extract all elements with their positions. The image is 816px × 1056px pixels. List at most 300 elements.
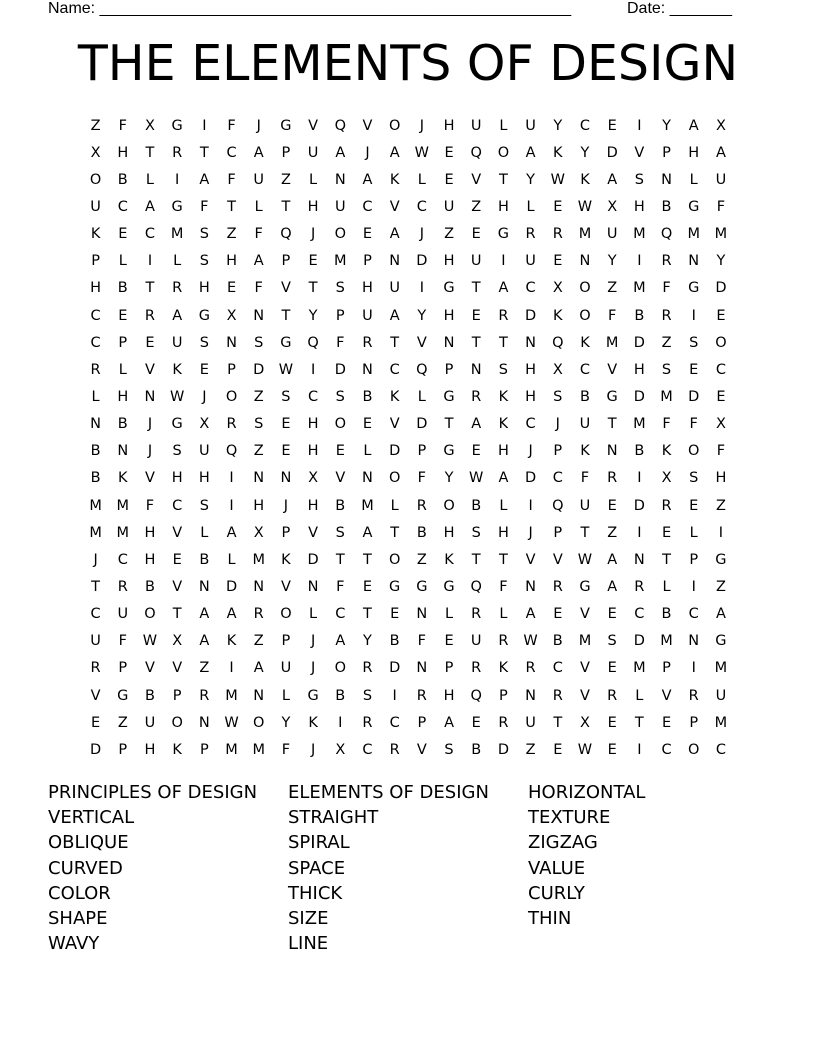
grid-letter: K bbox=[580, 443, 590, 460]
grid-letter: T bbox=[145, 280, 155, 297]
grid-letter: P bbox=[281, 524, 291, 541]
grid-letter: S bbox=[607, 633, 617, 650]
grid-letter: O bbox=[280, 606, 292, 623]
grid-letter: D bbox=[633, 497, 645, 514]
date-label: Date: bbox=[627, 0, 666, 17]
grid-letter: C bbox=[335, 606, 346, 623]
grid-letter: M bbox=[633, 280, 646, 297]
grid-letter: E bbox=[661, 714, 672, 731]
word-list bbox=[48, 780, 768, 956]
grid-letter: Q bbox=[307, 334, 319, 351]
grid-letter: M bbox=[252, 741, 265, 758]
word-list-item: COLOR bbox=[48, 882, 111, 904]
grid-letter: J bbox=[555, 416, 560, 433]
grid-letter: M bbox=[225, 687, 238, 704]
grid-letter: M bbox=[633, 226, 646, 243]
grid-letter: C bbox=[117, 198, 128, 215]
grid-letter: N bbox=[416, 606, 428, 623]
grid-letter: A bbox=[226, 606, 237, 623]
grid-letter: F bbox=[200, 198, 209, 215]
grid-letter: O bbox=[497, 144, 510, 161]
grid-letter: D bbox=[525, 470, 537, 487]
grid-letter: P bbox=[662, 144, 671, 161]
grid-letter: D bbox=[225, 578, 238, 595]
grid-letter: U bbox=[144, 714, 156, 731]
grid-letter: A bbox=[471, 416, 482, 433]
grid-letter: F bbox=[417, 470, 427, 487]
grid-letter: R bbox=[552, 226, 563, 243]
grid-letter: W bbox=[550, 171, 565, 188]
grid-letter: Q bbox=[416, 361, 428, 378]
grid-letter: U bbox=[579, 497, 591, 514]
grid-letter: K bbox=[444, 551, 454, 568]
word-search-grid bbox=[82, 112, 735, 763]
grid-letter: R bbox=[362, 714, 373, 731]
grid-letter: S bbox=[254, 416, 264, 433]
grid-letter: W bbox=[577, 551, 593, 568]
grid-letter: A bbox=[335, 144, 346, 161]
grid-letter: I bbox=[338, 714, 343, 731]
grid-letter: Q bbox=[470, 578, 482, 595]
grid-letter: E bbox=[91, 714, 101, 731]
grid-letter: H bbox=[117, 144, 129, 161]
grid-letter: S bbox=[199, 253, 209, 270]
grid-letter: K bbox=[498, 660, 509, 677]
grid-letter: E bbox=[281, 443, 291, 460]
grid-letter: X bbox=[335, 741, 346, 758]
grid-letter: Q bbox=[334, 117, 346, 134]
grid-letter: E bbox=[145, 334, 155, 351]
grid-letter: I bbox=[637, 470, 642, 487]
grid-letter: A bbox=[362, 524, 373, 541]
grid-letter: U bbox=[362, 307, 373, 324]
grid-letter: T bbox=[281, 307, 291, 324]
grid-letter: L bbox=[145, 171, 155, 188]
grid-letter: R bbox=[498, 307, 509, 324]
grid-letter: T bbox=[91, 578, 101, 595]
grid-letter: Q bbox=[225, 443, 238, 460]
grid-letter: B bbox=[634, 307, 645, 324]
grid-letter: E bbox=[226, 280, 237, 297]
grid-letter: H bbox=[525, 361, 537, 378]
grid-letter: M bbox=[116, 497, 130, 514]
grid-letter: L bbox=[689, 171, 698, 188]
grid-letter: M bbox=[660, 388, 673, 405]
grid-letter: T bbox=[363, 551, 372, 568]
grid-letter: R bbox=[498, 714, 509, 731]
grid-letter: M bbox=[714, 660, 728, 677]
grid-letter: E bbox=[553, 198, 563, 215]
grid-letter: C bbox=[362, 741, 373, 758]
grid-letter: S bbox=[254, 334, 264, 351]
grid-letter: E bbox=[118, 307, 128, 324]
grid-letter: Q bbox=[470, 687, 482, 704]
grid-letter: N bbox=[253, 687, 265, 704]
grid-letter: D bbox=[389, 660, 401, 677]
grid-letter: A bbox=[335, 633, 346, 650]
grid-letter: B bbox=[90, 470, 101, 487]
grid-letter: T bbox=[498, 551, 508, 568]
grid-letter: E bbox=[607, 660, 617, 677]
grid-letter: W bbox=[523, 633, 538, 650]
grid-letter: H bbox=[226, 253, 237, 270]
grid-letter: U bbox=[470, 117, 482, 134]
grid-letter: R bbox=[607, 687, 618, 704]
grid-letter: S bbox=[689, 334, 699, 351]
grid-letter: H bbox=[443, 687, 455, 704]
grid-letter: L bbox=[309, 606, 318, 623]
grid-letter: V bbox=[634, 144, 645, 161]
grid-letter: N bbox=[443, 334, 455, 351]
grid-letter: X bbox=[226, 307, 237, 324]
grid-letter: V bbox=[145, 660, 155, 677]
grid-letter: A bbox=[199, 171, 210, 188]
grid-letter: K bbox=[90, 226, 101, 243]
grid-letter: X bbox=[715, 416, 726, 433]
grid-letter: I bbox=[229, 660, 234, 677]
grid-letter: T bbox=[390, 524, 400, 541]
grid-letter: F bbox=[499, 578, 508, 595]
grid-letter: A bbox=[607, 551, 618, 568]
grid-letter: H bbox=[307, 198, 319, 215]
grid-letter: Z bbox=[715, 578, 726, 595]
grid-letter: R bbox=[90, 660, 101, 677]
grid-letter: C bbox=[117, 551, 128, 568]
word-list-item: HORIZONTAL bbox=[528, 782, 646, 803]
grid-letter: V bbox=[389, 198, 400, 215]
grid-letter: B bbox=[552, 633, 563, 650]
grid-letter: X bbox=[715, 117, 726, 134]
grid-letter: R bbox=[362, 334, 373, 351]
grid-letter: F bbox=[662, 280, 671, 297]
grid-letter: M bbox=[660, 633, 673, 650]
grid-letter: E bbox=[553, 606, 563, 623]
grid-letter: I bbox=[229, 470, 234, 487]
grid-letter: Y bbox=[444, 470, 454, 487]
grid-letter: E bbox=[471, 307, 481, 324]
grid-letter: M bbox=[170, 226, 184, 243]
grid-letter: K bbox=[118, 470, 128, 487]
grid-letter: L bbox=[390, 497, 399, 514]
grid-letter: H bbox=[117, 388, 129, 405]
grid-letter: B bbox=[199, 551, 210, 568]
grid-letter: J bbox=[256, 117, 261, 134]
grid-letter: O bbox=[388, 470, 401, 487]
word-list-item bbox=[528, 931, 768, 956]
grid-letter: N bbox=[307, 578, 319, 595]
grid-letter: H bbox=[171, 470, 183, 487]
grid-letter: A bbox=[145, 198, 155, 215]
grid-letter: B bbox=[661, 606, 672, 623]
grid-letter: R bbox=[552, 578, 563, 595]
grid-letter: L bbox=[689, 524, 698, 541]
grid-letter: X bbox=[145, 117, 155, 134]
grid-letter: L bbox=[499, 606, 508, 623]
grid-letter: F bbox=[118, 633, 127, 650]
grid-letter: A bbox=[199, 606, 210, 623]
grid-letter: P bbox=[281, 633, 291, 650]
grid-letter: O bbox=[715, 334, 727, 351]
grid-letter: S bbox=[199, 497, 209, 514]
grid-letter: E bbox=[471, 226, 481, 243]
grid-letter: E bbox=[607, 714, 617, 731]
grid-letter: U bbox=[715, 171, 727, 188]
grid-letter: I bbox=[637, 741, 642, 758]
grid-letter: J bbox=[310, 226, 316, 243]
grid-letter: H bbox=[497, 443, 509, 460]
grid-letter: E bbox=[308, 253, 318, 270]
grid-letter: T bbox=[227, 198, 236, 215]
grid-letter: S bbox=[471, 524, 481, 541]
grid-letter: D bbox=[389, 443, 401, 460]
grid-letter: H bbox=[497, 524, 509, 541]
grid-letter: Y bbox=[607, 253, 617, 270]
grid-letter: C bbox=[688, 606, 699, 623]
grid-letter: H bbox=[253, 497, 265, 514]
grid-letter: Z bbox=[715, 497, 726, 514]
grid-letter: O bbox=[144, 606, 156, 623]
grid-letter: K bbox=[308, 714, 318, 731]
grid-letter: V bbox=[280, 578, 291, 595]
grid-letter: A bbox=[498, 280, 509, 297]
grid-letter: C bbox=[172, 497, 183, 514]
grid-letter: X bbox=[552, 280, 563, 297]
grid-letter: T bbox=[444, 416, 454, 433]
grid-letter: J bbox=[147, 443, 153, 460]
grid-letter: U bbox=[307, 144, 319, 161]
grid-letter: L bbox=[118, 361, 127, 378]
grid-letter: V bbox=[580, 606, 590, 623]
grid-letter: D bbox=[416, 416, 428, 433]
grid-letter: K bbox=[661, 443, 672, 460]
grid-letter: A bbox=[172, 307, 183, 324]
grid-letter: H bbox=[525, 388, 537, 405]
grid-letter: E bbox=[199, 361, 209, 378]
grid-letter: D bbox=[688, 388, 700, 405]
grid-letter: U bbox=[334, 198, 346, 215]
word-list-item: THICK bbox=[288, 882, 343, 904]
grid-letter: N bbox=[688, 633, 700, 650]
grid-letter: E bbox=[118, 226, 128, 243]
grid-letter: U bbox=[443, 198, 455, 215]
grid-letter: E bbox=[689, 497, 699, 514]
grid-letter: N bbox=[198, 578, 210, 595]
grid-letter: U bbox=[715, 687, 727, 704]
grid-letter: Z bbox=[661, 334, 672, 351]
grid-letter: I bbox=[392, 687, 397, 704]
grid-letter: B bbox=[471, 497, 482, 514]
grid-letter: R bbox=[525, 226, 536, 243]
grid-letter: H bbox=[307, 443, 319, 460]
grid-letter: P bbox=[335, 307, 345, 324]
grid-letter: K bbox=[172, 361, 182, 378]
grid-letter: C bbox=[226, 144, 237, 161]
grid-letter: J bbox=[283, 497, 289, 514]
grid-letter: H bbox=[90, 280, 102, 297]
grid-letter: P bbox=[417, 443, 427, 460]
grid-letter: Q bbox=[280, 226, 292, 243]
grid-letter: J bbox=[310, 660, 316, 677]
grid-letter: A bbox=[199, 633, 210, 650]
grid-letter: B bbox=[579, 388, 590, 405]
grid-letter: H bbox=[307, 416, 319, 433]
grid-letter: V bbox=[172, 660, 183, 677]
grid-letter: D bbox=[416, 253, 428, 270]
grid-letter: N bbox=[362, 470, 373, 487]
grid-letter: G bbox=[117, 687, 129, 704]
grid-letter: W bbox=[414, 144, 430, 161]
grid-letter: H bbox=[443, 307, 455, 324]
grid-letter: F bbox=[145, 497, 155, 514]
grid-letter: I bbox=[310, 361, 316, 378]
grid-letter: P bbox=[118, 660, 128, 677]
grid-letter: R bbox=[117, 578, 128, 595]
grid-letter: D bbox=[633, 633, 645, 650]
grid-letter: J bbox=[419, 226, 424, 243]
grid-letter: M bbox=[633, 416, 646, 433]
grid-letter: F bbox=[689, 416, 698, 433]
grid-letter: A bbox=[253, 144, 264, 161]
grid-letter: M bbox=[334, 253, 347, 270]
grid-letter: F bbox=[227, 117, 236, 134]
grid-letter: R bbox=[471, 388, 482, 405]
grid-letter: D bbox=[307, 551, 319, 568]
grid-letter: B bbox=[117, 416, 128, 433]
grid-letter: T bbox=[390, 334, 400, 351]
grid-letter: N bbox=[661, 171, 672, 188]
grid-letter: G bbox=[171, 198, 183, 215]
grid-letter: S bbox=[172, 443, 182, 460]
word-list-item: ZIGZAG bbox=[528, 832, 598, 854]
grid-letter: Z bbox=[253, 388, 264, 405]
grid-letter: L bbox=[200, 524, 209, 541]
date-line: _______ bbox=[669, 0, 732, 17]
grid-letter: U bbox=[579, 416, 591, 433]
grid-letter: C bbox=[90, 606, 101, 623]
word-list-item: WAVY bbox=[48, 933, 100, 955]
grid-letter: E bbox=[471, 443, 481, 460]
grid-letter: E bbox=[716, 307, 726, 324]
grid-letter: F bbox=[607, 307, 617, 324]
grid-letter: R bbox=[172, 280, 183, 297]
grid-letter: N bbox=[606, 443, 618, 460]
grid-letter: O bbox=[579, 280, 591, 297]
grid-letter: S bbox=[362, 687, 373, 704]
grid-letter: O bbox=[171, 714, 183, 731]
grid-letter: E bbox=[661, 524, 672, 541]
grid-letter: G bbox=[715, 633, 727, 650]
grid-letter: C bbox=[525, 416, 536, 433]
grid-letter: R bbox=[362, 660, 373, 677]
grid-letter: L bbox=[662, 578, 671, 595]
grid-letter: C bbox=[389, 714, 400, 731]
grid-letter: H bbox=[144, 741, 156, 758]
grid-letter: H bbox=[307, 497, 319, 514]
word-list-item: LINE bbox=[288, 933, 329, 955]
grid-letter: C bbox=[389, 361, 400, 378]
grid-letter: P bbox=[118, 741, 128, 758]
grid-letter: P bbox=[689, 551, 699, 568]
grid-letter: D bbox=[253, 361, 265, 378]
grid-letter: H bbox=[362, 280, 373, 297]
grid-letter: L bbox=[254, 198, 263, 215]
grid-letter: U bbox=[470, 253, 482, 270]
grid-letter: P bbox=[363, 253, 372, 270]
grid-letter: E bbox=[471, 714, 481, 731]
grid-letter: V bbox=[580, 660, 590, 677]
grid-letter: N bbox=[362, 361, 373, 378]
grid-letter: A bbox=[498, 470, 509, 487]
grid-letter: V bbox=[389, 416, 400, 433]
grid-letter: V bbox=[525, 551, 536, 568]
grid-letter: C bbox=[144, 226, 156, 243]
grid-letter: G bbox=[389, 578, 401, 595]
worksheet-header bbox=[0, 0, 816, 22]
grid-letter: P bbox=[199, 741, 209, 758]
grid-letter: N bbox=[416, 660, 428, 677]
grid-letter: O bbox=[253, 714, 265, 731]
grid-letter: N bbox=[688, 253, 700, 270]
grid-letter: O bbox=[688, 443, 700, 460]
grid-letter: T bbox=[553, 714, 563, 731]
grid-letter: R bbox=[552, 687, 563, 704]
grid-letter: G bbox=[497, 226, 510, 243]
grid-letter: C bbox=[715, 361, 726, 378]
grid-letter: R bbox=[226, 416, 237, 433]
grid-letter: F bbox=[336, 334, 345, 351]
grid-letter: O bbox=[388, 117, 401, 134]
grid-letter: K bbox=[580, 171, 590, 188]
grid-letter: I bbox=[175, 171, 180, 188]
grid-letter: Z bbox=[117, 714, 128, 731]
grid-letter: Z bbox=[607, 524, 618, 541]
grid-letter: V bbox=[145, 361, 155, 378]
grid-letter: B bbox=[389, 633, 400, 650]
grid-letter: V bbox=[90, 687, 101, 704]
grid-letter: V bbox=[308, 524, 319, 541]
grid-letter: V bbox=[308, 117, 319, 134]
grid-letter: E bbox=[607, 497, 617, 514]
grid-letter: W bbox=[577, 741, 593, 758]
grid-letter: Z bbox=[253, 443, 264, 460]
grid-letter: R bbox=[90, 361, 101, 378]
word-list-item: OBLIQUE bbox=[48, 832, 129, 854]
grid-letter: H bbox=[144, 524, 156, 541]
grid-letter: J bbox=[310, 741, 316, 758]
grid-letter: O bbox=[334, 416, 346, 433]
grid-letter: I bbox=[202, 117, 207, 134]
grid-letter: E bbox=[362, 416, 373, 433]
grid-letter: D bbox=[715, 280, 727, 297]
grid-letter: S bbox=[444, 741, 454, 758]
grid-letter: T bbox=[363, 606, 372, 623]
grid-letter: S bbox=[199, 334, 209, 351]
grid-letter: E bbox=[607, 606, 617, 623]
grid-letter: A bbox=[389, 226, 400, 243]
grid-letter: C bbox=[552, 470, 563, 487]
grid-letter: T bbox=[172, 606, 182, 623]
grid-letter: E bbox=[607, 741, 617, 758]
word-list-item: SPACE bbox=[288, 857, 346, 879]
grid-letter: D bbox=[334, 361, 346, 378]
grid-letter: N bbox=[579, 253, 591, 270]
grid-letter: N bbox=[525, 687, 537, 704]
word-list-item: ELEMENTS OF DESIGN bbox=[288, 782, 489, 803]
grid-letter: R bbox=[661, 253, 672, 270]
grid-letter: P bbox=[499, 687, 508, 704]
grid-letter: N bbox=[280, 470, 292, 487]
name-label: Name: bbox=[48, 0, 96, 17]
